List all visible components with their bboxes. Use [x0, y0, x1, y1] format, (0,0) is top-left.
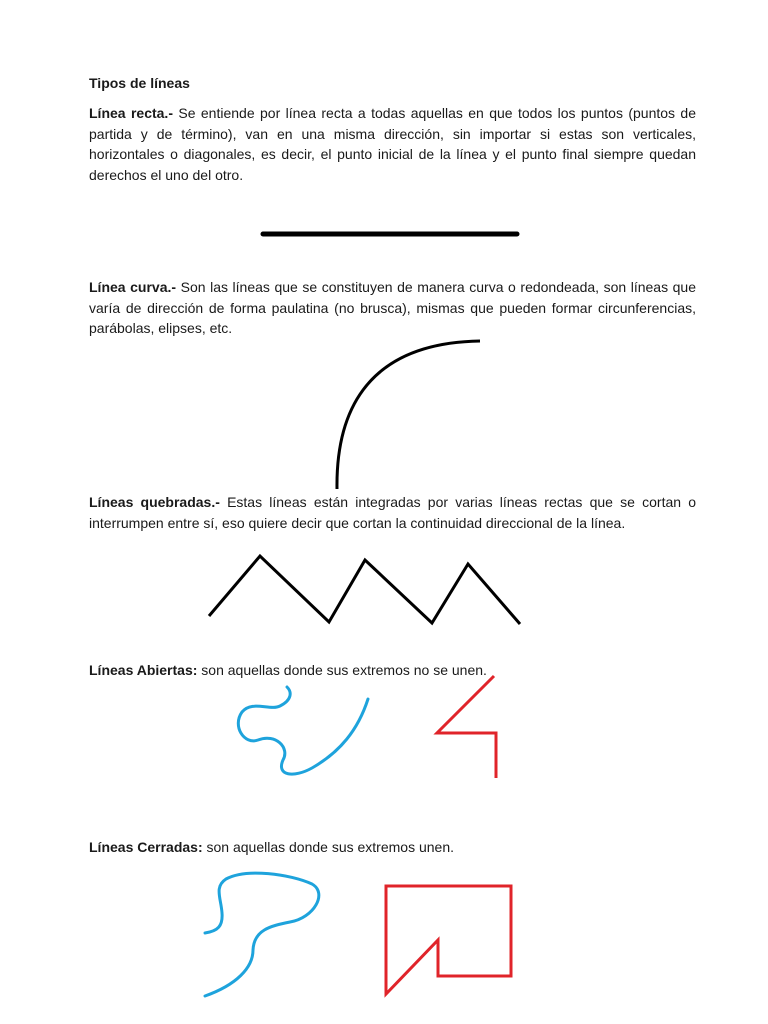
- desc-lineas-quebradas: Estas líneas están integradas por varias líneas rectas que se cortan o interrumpen entre sí, eso quiere decir que cortan la continuidad direccional de la línea.: [89, 494, 697, 531]
- desc-lineas-cerradas: son aquellas donde sus extremos unen.: [202, 839, 454, 855]
- desc-linea-curva: Son las líneas que se constituyen de manera curva o redondeada, son líneas que varía de dirección de forma paulatina (no brusca), mismas que pueden formar circunferencias, parábolas, elipses, etc.: [89, 279, 697, 336]
- desc-linea-recta: Se entiende por línea recta a todas aquellas en que todos los puntos (puntos de partida y de término), van en una misma dirección, sin importar si estas son verticales, horizontales o diagonales, es decir, el punto inicial de la línea y el punto final siempre quedan derechos el uno del otro.: [89, 105, 696, 183]
- zigzag-line-illustration: [209, 556, 520, 624]
- term-linea-recta: Línea recta.-: [89, 105, 173, 121]
- term-lineas-abiertas: Líneas Abiertas:: [89, 662, 198, 678]
- closed-polygon-illustration: [386, 886, 511, 994]
- closed-curve-illustration: [205, 873, 319, 996]
- open-polyline-illustration: [437, 676, 496, 778]
- curved-line-illustration: [337, 341, 480, 489]
- term-lineas-cerradas: Líneas Cerradas:: [89, 839, 203, 855]
- desc-lineas-abiertas: son aquellas donde sus extremos no se unen.: [197, 662, 487, 678]
- document-title: Tipos de líneas: [89, 75, 190, 91]
- term-lineas-quebradas: Líneas quebradas.-: [89, 494, 220, 510]
- term-linea-curva: Línea curva.-: [89, 279, 177, 295]
- open-curve-illustration: [238, 687, 368, 774]
